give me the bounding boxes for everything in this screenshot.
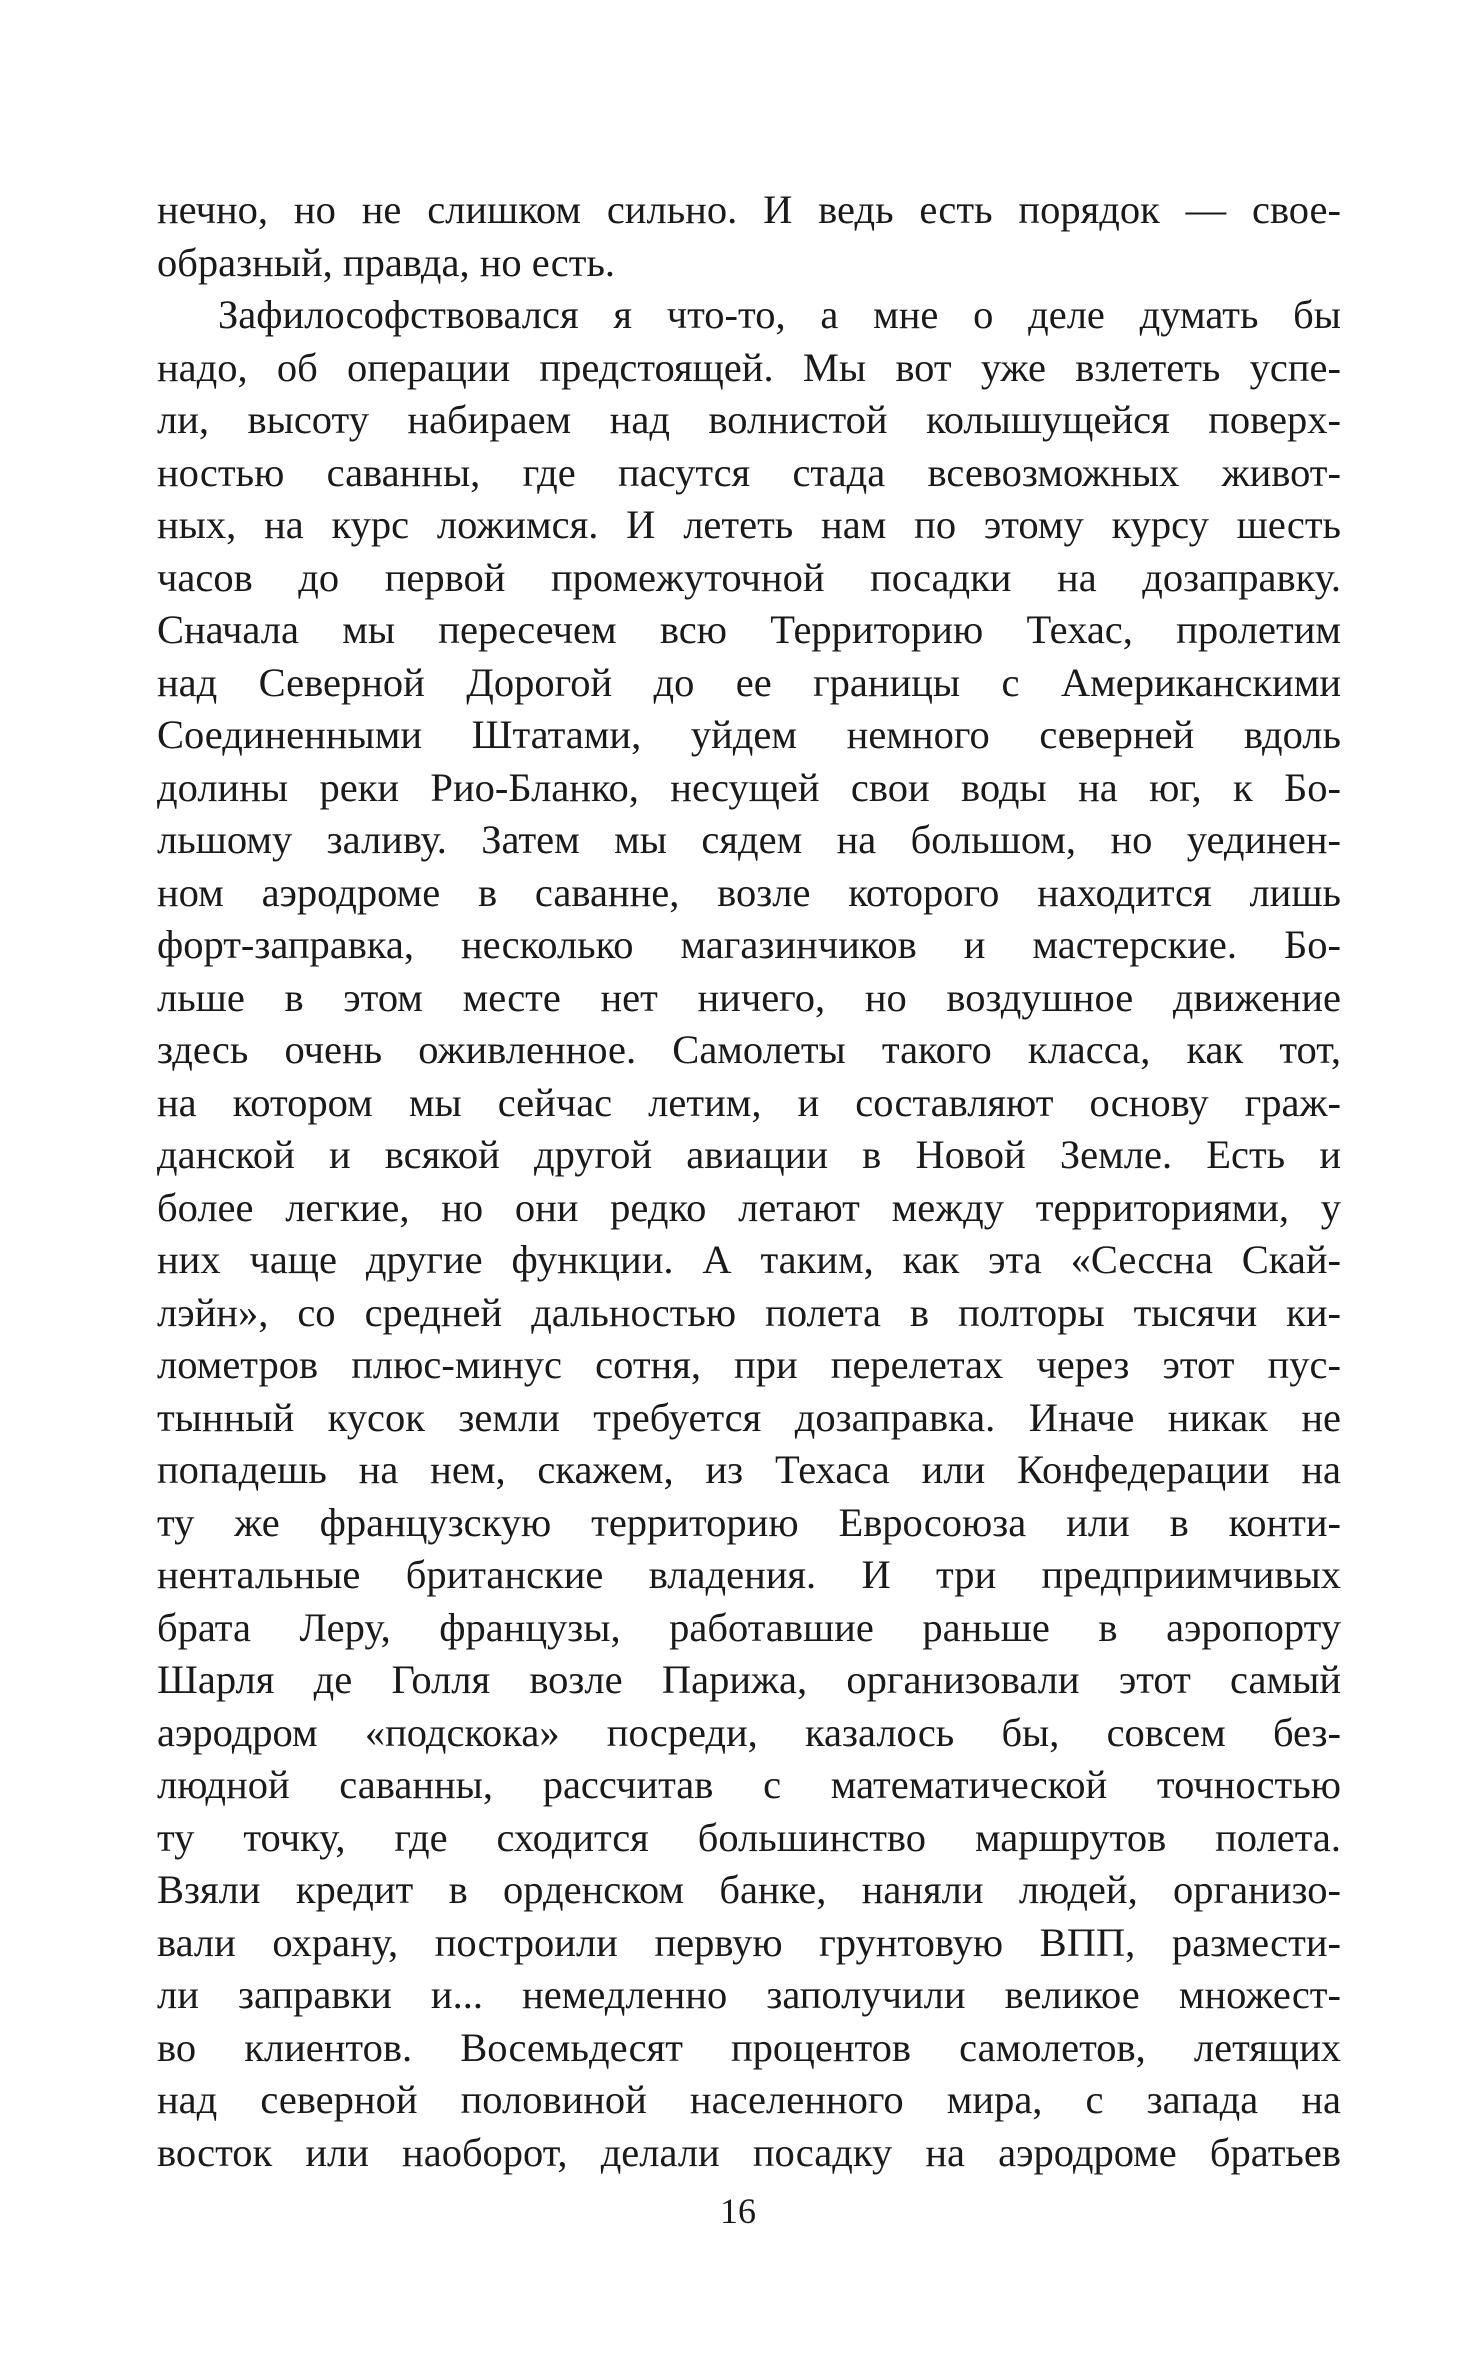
text-line: них чаще другие функции. А таким, как эта «Сессна Скай- <box>157 1237 1341 1282</box>
text-line: здесь очень оживленное. Самолеты такого класса, как тот, <box>157 1027 1341 1072</box>
text-line: во клиентов. Восемьдесят процентов самолетов, летящих <box>157 2024 1341 2070</box>
text-line: ли заправки и... немедленно заполучили великое множест- <box>157 1972 1341 2017</box>
text-line: данской и всякой другой авиации в Новой Земле. Есть и <box>157 1132 1341 1177</box>
text-line: брата Леру, французы, работавшие раньше в аэропорту <box>157 1604 1341 1650</box>
text-line: ном аэродроме в саванне, возле которого находится лишь <box>157 869 1341 915</box>
text-line: надо, об операции предстоящей. Мы вот уже взлететь успе- <box>157 344 1341 390</box>
text-line: восток или наоборот, делали посадку на аэродроме братьев <box>157 2129 1341 2175</box>
text-line: над Северной Дорогой до ее границы с Американскими <box>157 659 1341 705</box>
text-line: ли, высоту набираем над волнистой колышущейся поверх- <box>157 397 1341 442</box>
text-line: льше в этом месте нет ничего, но воздушное движение <box>157 974 1341 1020</box>
text-line: аэродром «подскока» посреди, казалось бы, совсем без- <box>157 1709 1341 1755</box>
text-line: часов до первой промежуточной посадки на дозаправку. <box>157 554 1341 600</box>
body-text <box>157 184 1341 2179</box>
text-line: Зафилософствовался я что-то, а мне о деле думать бы <box>218 292 1341 337</box>
text-line: форт-заправка, несколько магазинчиков и мастерские. Бо- <box>157 922 1341 967</box>
text-line: льшому заливу. Затем мы сядем на большом, но уединен- <box>157 817 1341 862</box>
text-line: Шарля де Голля возле Парижа, организовали этот самый <box>157 1657 1341 1702</box>
text-line: Соединенными Штатами, уйдем немного северней вдоль <box>157 712 1341 757</box>
text-line: нентальные британские владения. И три предприимчивых <box>157 1552 1341 1597</box>
text-line: людной саванны, рассчитав с математической точностью <box>157 1762 1341 1807</box>
text-line: попадешь на нем, скажем, из Техаса или Конфедерации на <box>157 1447 1341 1492</box>
text-line: на котором мы сейчас летим, и составляют основу граж- <box>157 1079 1341 1125</box>
text-line: долины реки Рио-Бланко, несущей свои воды на юг, к Бо- <box>157 764 1341 810</box>
text-line: ту точку, где сходится большинство маршрутов полета. <box>157 1814 1341 1860</box>
text-line: над северной половиной населенного мира, с запада на <box>157 2077 1341 2122</box>
text-line: более легкие, но они редко летают между территориями, у <box>157 1184 1341 1230</box>
text-line: тынный кусок земли требуется дозаправка. Иначе никак не <box>157 1394 1341 1440</box>
text-line: нечно, но не слишком сильно. И ведь есть порядок — свое- <box>157 187 1341 232</box>
page-number: 16 <box>720 2191 756 2231</box>
text-line: ных, на курс ложимся. И лететь нам по этому курсу шесть <box>157 502 1341 547</box>
text-line: ту же французскую территорию Евросоюза или в конти- <box>157 1499 1341 1545</box>
text-line: лэйн», со средней дальностью полета в полторы тысячи ки- <box>157 1289 1341 1335</box>
text-line: ностью саванны, где пасутся стада всевозможных живот- <box>157 449 1341 495</box>
text-line: вали охрану, построили первую грунтовую ВПП, размести- <box>157 1919 1341 1965</box>
text-line: Взяли кредит в орденском банке, наняли людей, организо- <box>157 1867 1341 1912</box>
text-line: лометров плюс-минус сотня, при перелетах через этот пус- <box>157 1342 1341 1387</box>
text-line: образный, правда, но есть. <box>157 239 616 285</box>
text-line: Сначала мы пересечем всю Территорию Техас, пролетим <box>157 607 1341 652</box>
